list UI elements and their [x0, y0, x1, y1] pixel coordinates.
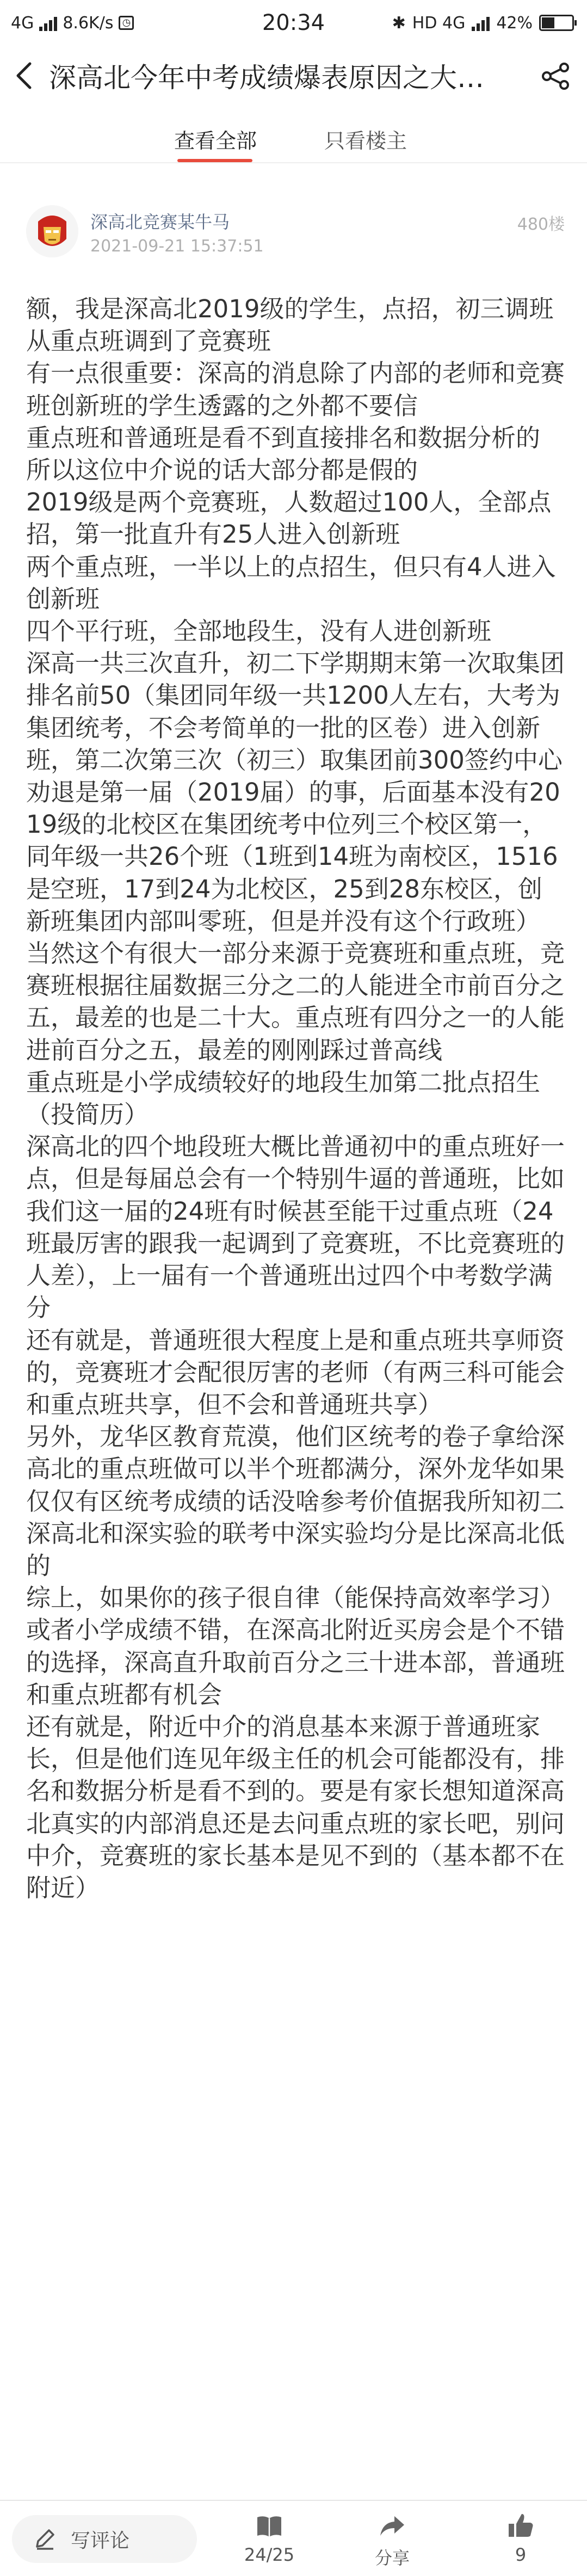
post-paragraph: 重点班是小学成绩较好的地段生加第二批点招生（投简历） — [26, 1067, 541, 1129]
share-label: 分享 — [374, 2548, 410, 2568]
back-button[interactable] — [0, 46, 49, 106]
post-header — [26, 204, 565, 269]
share-button[interactable] — [351, 2509, 433, 2574]
notification-icon: ◷ — [119, 16, 134, 30]
page-indicator: 24/25 — [244, 2544, 295, 2565]
post-paragraph: 当然这个有很大一部分来源于竞赛班和重点班，竞赛班根据往届数据三分之二的人能进全市前百分之五，最差的也是二十大。重点班有四分之一的人能进前百分之五，最差的刚刚踩过普高线 — [26, 939, 565, 1065]
author-name[interactable]: 深高北竞赛某牛马 — [90, 212, 230, 232]
forward-icon — [378, 2512, 406, 2540]
like-button[interactable] — [480, 2509, 561, 2574]
network-type: HD 4G — [412, 13, 466, 33]
avatar[interactable] — [26, 205, 78, 257]
nav-bar — [0, 46, 587, 106]
status-bar — [0, 0, 587, 46]
write-comment-label: 写评论 — [71, 2529, 130, 2552]
battery-percent: 42% — [496, 13, 533, 33]
post-timestamp: 2021-09-21 15:37:51 — [90, 237, 264, 256]
write-comment-button[interactable] — [12, 2515, 197, 2563]
floor-number: 480楼 — [517, 215, 565, 234]
page-title: 深高北今年中考成绩爆表原因之大… — [49, 62, 484, 94]
status-right — [392, 7, 574, 39]
post-paragraph: 有一点很重要：深高的消息除了内部的老师和竞赛班创新班的学生透露的之外都不要信 — [26, 359, 565, 420]
network-label: 4G — [11, 13, 34, 33]
post-paragraph: 深高北的四个地段班大概比普通初中的重点班好一点，但是每届总会有一个特别牛逼的普通班，比如我们这一届的24班有时候甚至能干过重点班（24班最厉害的跟我一起调到了竞赛班，不比竞赛班的人差），上一届有一个普通班出过四个中考数学满分 — [26, 1132, 565, 1323]
post-paragraph: 还有就是，附近中介的消息基本来源于普通班家长，但是他们连见年级主任的机会可能都没有，排名和数据分析是看不到的。要是有家长想知道深高北真实的内部消息还是去问重点班的家长吧，别问中介，竞赛班的家长基本是见不到的（基本都不在附近） — [26, 1712, 565, 1902]
active-tab-indicator — [177, 159, 252, 162]
post-paragraph: 额，我是深高北2019级的学生，点招，初三调班从重点班调到了竞赛班 — [26, 294, 554, 356]
book-icon — [255, 2512, 283, 2540]
post-paragraph: 重点班和普通班是看不到直接排名和数据分析的 — [26, 423, 541, 452]
post-paragraph: 2019级是两个竞赛班，人数超过100人，全部点招，第一批直升有25人进入创新班 — [26, 488, 552, 549]
back-icon — [14, 60, 35, 91]
post-body — [26, 293, 565, 1904]
share-icon[interactable] — [540, 61, 571, 91]
post-paragraph: 四个平行班，全部地段生，没有人进创新班 — [26, 617, 492, 646]
post-paragraph: 综上，如果你的孩子很自律（能保持高效率学习）或者小学成绩不错，在深高北附近买房会是个不错的选择，深高直升取前百分之三十进本部，普通班和重点班都有机会 — [26, 1583, 565, 1709]
status-time: 20:34 — [262, 10, 325, 35]
tab-bar — [0, 114, 587, 163]
post-paragraph: 深高一共三次直升，初二下学期期末第一次取集团排名前50（集团同年级一共1200人左右，大考为集团统考，不会考简单的一批的区卷）进入创新班，第二次第三次（初三）取集团前300签约中心 — [26, 649, 565, 774]
post-paragraph: 另外，龙华区教育荒漠，他们区统考的卷子拿给深高北的重点班做可以半个班都满分，深外龙华如果仅仅有区统考成绩的话没啥参考价值据我所知初二深高北和深实验的联考中深实验均分是比深高北低的 — [26, 1422, 565, 1580]
bluetooth-icon: ✱ — [392, 13, 406, 33]
network-speed: 8.6K/s — [63, 13, 114, 33]
post-paragraph: 两个重点班，一半以上的点招生，但只有4人进入创新班 — [26, 552, 556, 613]
post-paragraph: 还有就是，普通班很大程度上是和重点班共享师资的，竞赛班才会配很厉害的老师（有两三科可能会和重点班共享，但不会和普通班共享） — [26, 1325, 565, 1419]
page-navigator-button[interactable] — [228, 2509, 310, 2574]
signal-strength-icon — [472, 15, 490, 31]
like-count: 9 — [515, 2544, 527, 2565]
bottom-bar — [0, 2500, 587, 2576]
battery-icon — [539, 15, 574, 31]
pen-icon — [33, 2527, 57, 2551]
avatar-image — [26, 205, 78, 257]
tab-owner-only[interactable]: 只看楼主 — [324, 129, 407, 153]
tab-all[interactable]: 查看全部 — [174, 129, 257, 153]
thumbs-up-icon — [506, 2512, 535, 2540]
post-paragraph: 所以这位中介说的话大部分都是假的 — [26, 456, 418, 485]
post-paragraph: 劝退是第一届（2019届）的事，后面基本没有2019级的北校区在集团统考中位列三个校区第一，同年级一共26个班（1班到14班为南校区，1516是空班，17到24为北校区，25到28东校区，创新班集团内部叫零班，但是并没有这个行政班） — [26, 778, 560, 936]
